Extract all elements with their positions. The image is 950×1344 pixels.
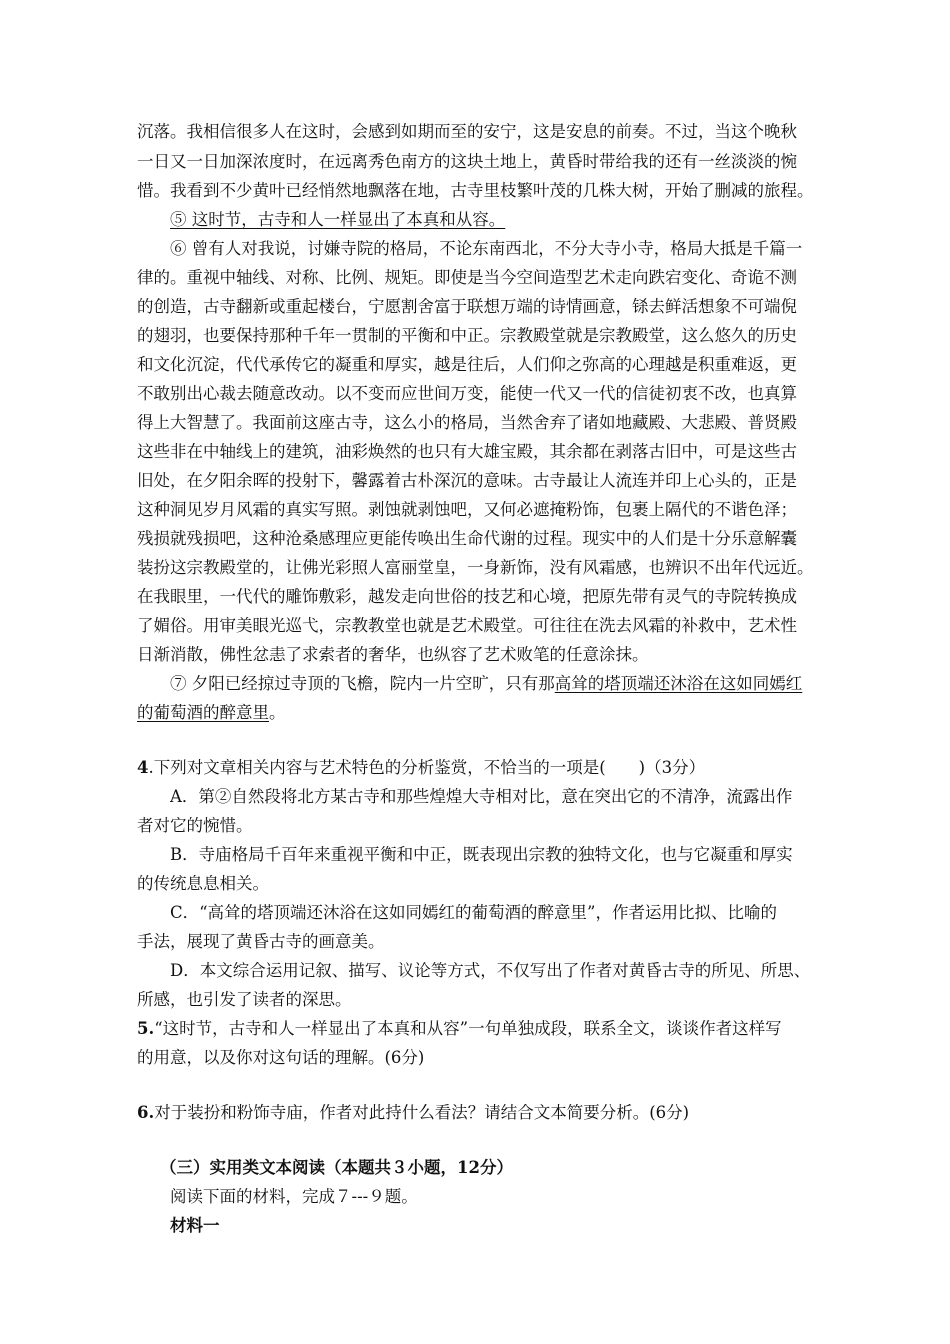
- passage-line: 一日又一日加深浓度时，在远离秀色南方的这块土地上，黄昏时带给我的还有一丝淡淡的惋: [137, 152, 797, 171]
- passage-line: 沉落。我相信很多人在这时，会感到如期而至的安宁，这是安息的前奏。不过，当这个晚秋: [137, 122, 797, 141]
- question-6: [137, 1103, 689, 1123]
- option-d-cont: 所感，也引发了读者的深思。: [137, 990, 352, 1009]
- passage-line: 旧处，在夕阳余晖的投射下，馨露着古朴深沉的意味。古寺最让人流连并印上心头的，正是: [137, 471, 797, 490]
- option-b-cont: 的传统息息相关。: [137, 874, 269, 893]
- passage-line: 不敢别出心裁去随意改动。以不变而应世间万变，能使一代又一代的信徒初衷不改，也真算: [137, 384, 797, 403]
- passage-line: 了媚俗。用审美眼光巡弋，宗教教堂也就是艺术殿堂。可往往在洗去风霜的补救中，艺术性: [137, 616, 797, 635]
- passage-line: 日渐消散，佛性忿恚了求索者的奢华，也纵容了艺术败笔的任意涂抹。: [137, 645, 649, 664]
- material-label: 材料一: [170, 1216, 220, 1235]
- option-d: D．本文综合运用记叙、描写、议论等方式，不仅写出了作者对黄昏古寺的所见、所思、: [170, 961, 811, 980]
- passage-line: 和文化沉淀，代代承传它的凝重和厚实，越是往后，人们仰之弥高的心理越是积重难返，更: [137, 355, 797, 374]
- passage-line: 在我眼里，一代代的雕饰敷彩，越发走向世俗的技艺和心境，把原先带有灵气的寺院转换成: [137, 587, 797, 606]
- option-a: A．第②自然段将北方某古寺和那些煌煌大寺相对比，意在突出它的不清净，流露出作: [170, 787, 793, 806]
- passage-line: ⑥ 曾有人对我说，讨嫌寺院的格局，不论东南西北，不分大寺小寺，格局大抵是千篇一: [170, 239, 803, 258]
- passage-line: 的翅羽，也要保持那种千年一贯制的平衡和中正。宗教殿堂就是宗教殿堂，这么悠久的历史: [137, 326, 797, 345]
- passage-line: 这种洞见岁月风霜的真实写照。剥蚀就剥蚀吧，又何必遮掩粉饰，包裹上隔代的不谐色泽；: [137, 500, 797, 519]
- passage-line: 残损就残损吧，这种沧桑感理应更能传唤出生命代谢的过程。现实中的人们是十分乐意解囊: [137, 529, 797, 548]
- question-number: 6.: [137, 1103, 155, 1122]
- option-b: B．寺庙格局千百年来重视平衡和中正，既表现出宗教的独特文化，也与它凝重和厚实: [170, 845, 793, 864]
- passage-text: 。: [269, 703, 286, 722]
- section-heading: （三）实用类文本阅读（本题共３小题，12分）: [160, 1158, 513, 1177]
- passage-paragraph-7: [170, 674, 802, 694]
- question-text: .下列对文章相关内容与艺术特色的分析鉴赏，不恰当的一项是( )（3分）: [148, 758, 706, 777]
- question-text: 对于装扮和粉饰寺庙，作者对此持什么看法？请结合文本简要分析。(6分): [154, 1103, 690, 1122]
- passage-line: 惜。我看到不少黄叶已经悄然地飘落在地，古寺里枝繁叶茂的几株大树，开始了删减的旅程。: [137, 181, 814, 200]
- question-5-cont: 的用意，以及你对这句话的理解。(6分): [137, 1048, 425, 1067]
- passage-line: 律的。重视中轴线、对称、比例、规矩。即使是当今空间造型艺术走向跌宕变化、奇诡不测: [137, 268, 797, 287]
- question-number: 5.: [137, 1019, 155, 1038]
- underlined-phrase: 高耸的塔顶端还沐浴在这如同嫣红: [554, 674, 803, 693]
- question-4-stem: [137, 758, 705, 778]
- question-5: [137, 1019, 782, 1039]
- option-c: C．“高耸的塔顶端还沐浴在这如同嫣红的葡萄酒的醉意里”，作者运用比拟、比喻的: [170, 903, 777, 922]
- option-a-cont: 者对它的惋惜。: [137, 816, 253, 835]
- passage-line: 的创造，古寺翻新或重起楼台，宁愿割舍富于联想万端的诗情画意，铩去鲜活想象不可端倪: [137, 297, 797, 316]
- section-instruction: 阅读下面的材料，完成７---９题。: [170, 1187, 418, 1206]
- option-c-cont: 手法，展现了黄昏古寺的画意美。: [137, 932, 385, 951]
- passage-text: ⑦ 夕阳已经掠过寺顶的飞檐，院内一片空旷，只有那: [170, 674, 555, 693]
- passage-paragraph-5: ⑤ 这时节，古寺和人一样显出了本真和从容。: [170, 210, 506, 229]
- question-number: 4: [137, 758, 149, 777]
- passage-line: [137, 703, 286, 723]
- passage-line: 这些非在中轴线上的建筑，油彩焕然的也只有大雄宝殿，其余都在剥落古旧中，可是这些古: [137, 442, 797, 461]
- passage-line: 得上大智慧了。我面前这座古寺，这么小的格局，当然舍弃了诸如地藏殿、大悲殿、普贤殿: [137, 413, 797, 432]
- question-text: “这时节，古寺和人一样显出了本真和从容”一句单独成段，联系全文，谈谈作者这样写: [154, 1019, 782, 1038]
- passage-line: 装扮这宗教殿堂的，让佛光彩照人富丽堂皇，一身新饰，没有风霜感，也辨识不出年代远近。: [137, 558, 814, 577]
- underlined-phrase: 的葡萄酒的醉意里: [137, 703, 269, 722]
